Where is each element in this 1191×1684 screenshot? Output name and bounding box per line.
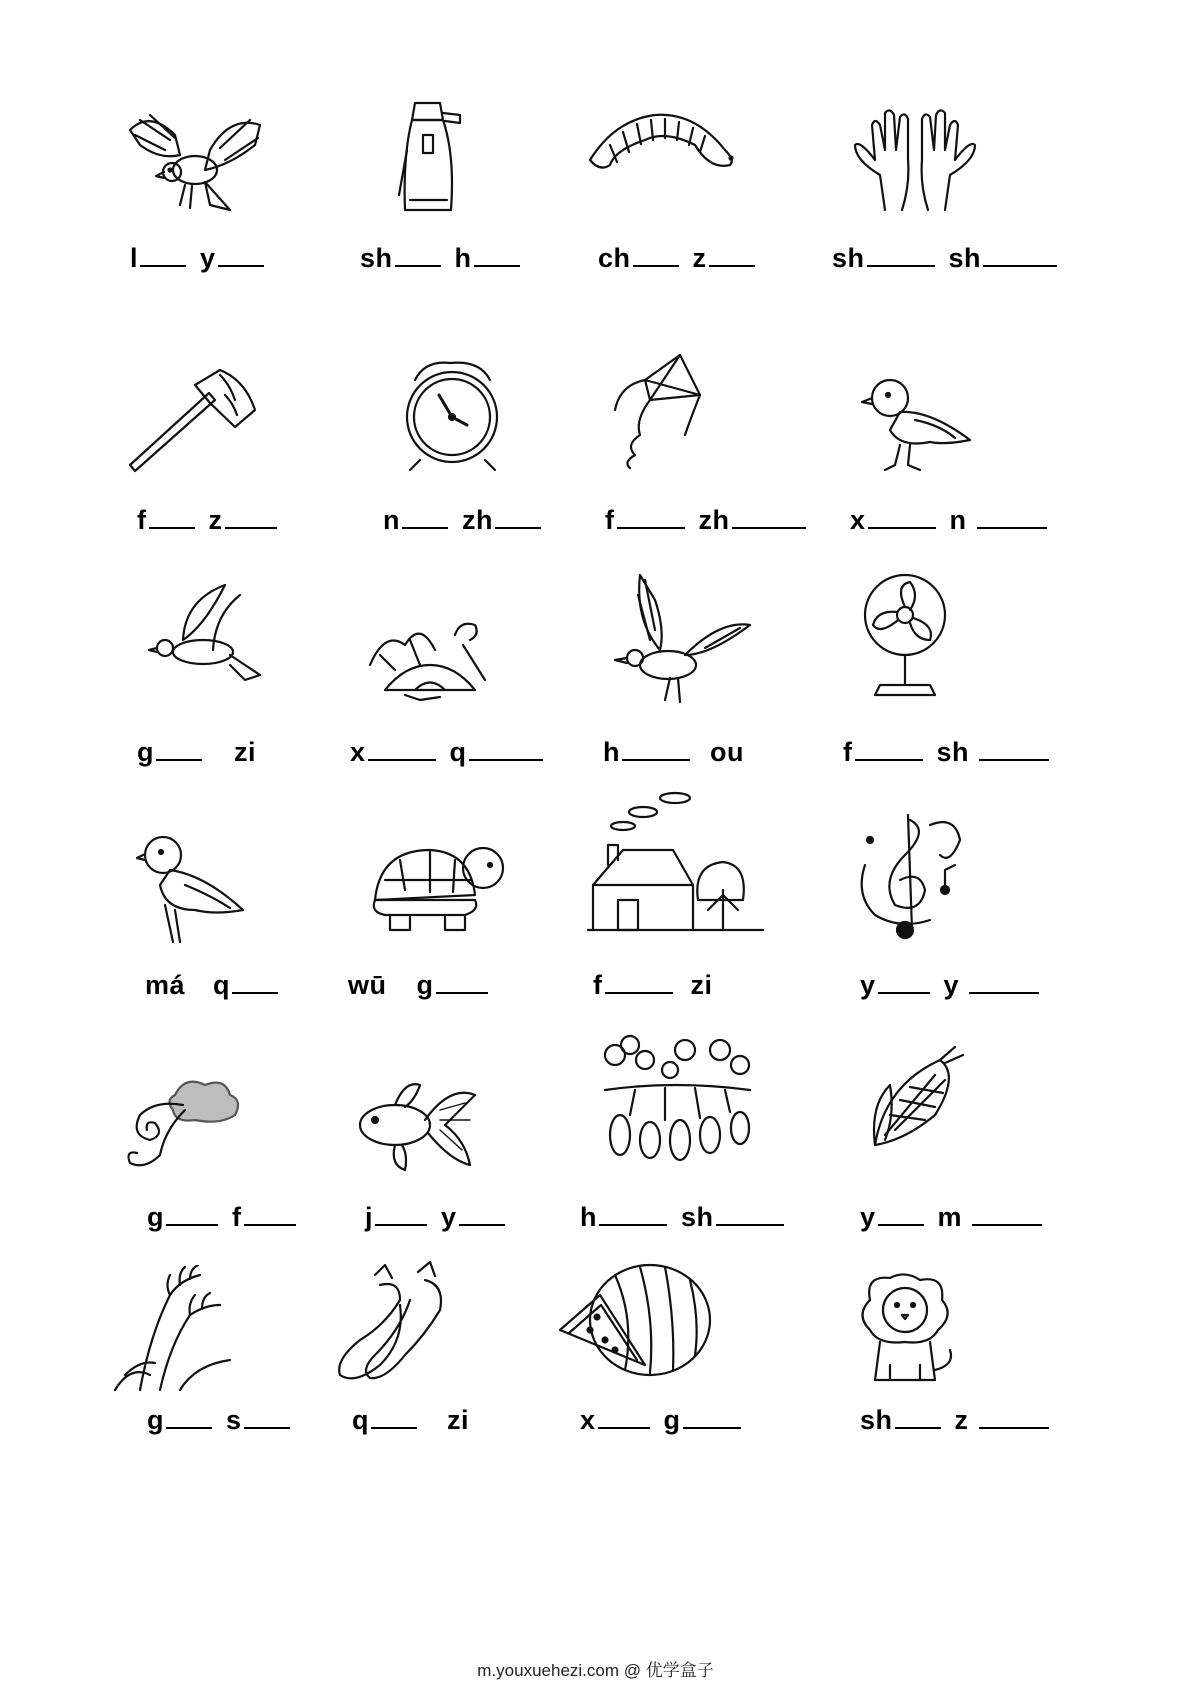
answer-blank[interactable] [469, 758, 543, 761]
pinyin-prompt [383, 505, 555, 536]
initial-text: n [949, 505, 975, 535]
turtle-icon [365, 830, 510, 935]
pinyin-prompt [360, 243, 534, 274]
eagle-icon [120, 100, 270, 225]
answer-blank[interactable] [140, 264, 186, 267]
initial-text: h [580, 1202, 597, 1232]
watermelon-icon [555, 1255, 715, 1390]
initial-text: sh [681, 1202, 714, 1232]
answer-blank[interactable] [156, 758, 202, 761]
answer-blank[interactable] [244, 1223, 296, 1226]
thermos-icon [385, 95, 475, 220]
initial-text: j [365, 1202, 374, 1232]
axe-icon [125, 365, 260, 475]
rice-plant-icon [110, 1265, 235, 1395]
music-note-icon [850, 805, 970, 940]
initial-text: q [352, 1405, 369, 1435]
answer-blank[interactable] [244, 1426, 290, 1429]
answer-blank[interactable] [166, 1223, 218, 1226]
syllable-text: wū [348, 970, 395, 1000]
initial-text: sh [360, 243, 393, 273]
house-icon [583, 790, 768, 940]
syllable-text: ou [710, 737, 744, 767]
pinyin-prompt [137, 505, 291, 536]
dove-icon [145, 580, 265, 695]
answer-blank[interactable] [617, 526, 685, 529]
initial-text: sh [832, 243, 865, 273]
pinyin-prompt [605, 505, 820, 536]
answer-blank[interactable] [371, 1426, 417, 1429]
answer-blank[interactable] [969, 991, 1039, 994]
answer-blank[interactable] [225, 526, 277, 529]
answer-blank[interactable] [855, 758, 923, 761]
answer-blank[interactable] [895, 1426, 941, 1429]
initial-text: s [226, 1405, 242, 1435]
wind-cloud-icon [125, 1065, 245, 1175]
answer-blank[interactable] [232, 991, 278, 994]
initial-text: y [441, 1202, 457, 1232]
answer-blank[interactable] [395, 264, 441, 267]
pinyin-prompt [603, 737, 744, 768]
pinyin-prompt [145, 970, 292, 1001]
initial-text: y [860, 1202, 876, 1232]
answer-blank[interactable] [459, 1223, 505, 1226]
initial-text: y [200, 243, 216, 273]
syllable-text: zi [690, 970, 713, 1000]
answer-blank[interactable] [599, 1223, 667, 1226]
initial-text: z [692, 243, 707, 273]
answer-blank[interactable] [598, 1426, 650, 1429]
initial-text: x [580, 1405, 596, 1435]
initial-text: x [850, 505, 866, 535]
initial-text: g [147, 1202, 164, 1232]
lion-icon [850, 1270, 960, 1390]
answer-blank[interactable] [402, 526, 448, 529]
initial-text: g [416, 970, 434, 1000]
initial-text: q [449, 737, 467, 767]
answer-blank[interactable] [683, 1426, 741, 1429]
syllable-text: zi [234, 737, 257, 767]
answer-blank[interactable] [436, 991, 488, 994]
corn-icon [865, 1045, 965, 1155]
answer-blank[interactable] [868, 526, 936, 529]
pinyin-prompt [593, 970, 713, 1001]
goldfish-icon [350, 1075, 480, 1175]
answer-blank[interactable] [709, 264, 755, 267]
initial-text: h [454, 243, 472, 273]
initial-text: f [605, 505, 615, 535]
initial-text: y [943, 970, 968, 1000]
answer-blank[interactable] [622, 758, 690, 761]
initial-text: f [593, 970, 603, 1000]
initial-text: g [663, 1405, 681, 1435]
sparrow-branch-icon [135, 830, 250, 945]
pinyin-prompt [860, 1405, 1063, 1436]
answer-blank[interactable] [633, 264, 679, 267]
pinyin-prompt [137, 737, 256, 768]
initial-text: f [843, 737, 853, 767]
initial-text: zh [462, 505, 493, 535]
answer-blank[interactable] [972, 1223, 1042, 1226]
answer-blank[interactable] [375, 1223, 427, 1226]
initial-text: q [213, 970, 231, 1000]
pinyin-prompt [860, 970, 1053, 1001]
pinyin-prompt [350, 737, 557, 768]
answer-blank[interactable] [867, 264, 935, 267]
initial-text: g [147, 1405, 164, 1435]
initial-text: h [603, 737, 620, 767]
answer-blank[interactable] [979, 1426, 1049, 1429]
answer-blank[interactable] [878, 991, 930, 994]
pinyin-prompt [147, 1202, 310, 1233]
pinyin-prompt [580, 1202, 798, 1233]
initial-text: zh [698, 505, 730, 535]
pinyin-prompt [365, 1202, 519, 1233]
pinyin-prompt [147, 1405, 304, 1436]
initial-text: g [137, 737, 154, 767]
footer-credit: m.youxuehezi.com @ 优学盒子 [477, 1661, 714, 1680]
answer-blank[interactable] [368, 758, 436, 761]
answer-blank[interactable] [977, 526, 1047, 529]
pinyin-prompt [130, 243, 278, 274]
initial-text: m [937, 1202, 971, 1232]
initial-text: l [130, 243, 139, 273]
answer-blank[interactable] [218, 264, 264, 267]
answer-blank[interactable] [605, 991, 673, 994]
initial-text: f [232, 1202, 242, 1232]
answer-blank[interactable] [149, 526, 195, 529]
sparrow-icon [860, 370, 975, 475]
bridge-scene-icon [365, 605, 495, 705]
electric-fan-icon [855, 570, 955, 705]
pinyin-prompt [598, 243, 769, 274]
initial-text: x [350, 737, 366, 767]
answer-blank[interactable] [166, 1426, 212, 1429]
kite-icon [605, 350, 705, 470]
initial-text: ch [598, 243, 631, 273]
seagull-icon [610, 570, 755, 710]
initial-text: f [137, 505, 147, 535]
pinyin-prompt [843, 737, 1063, 768]
answer-blank[interactable] [979, 758, 1049, 761]
initial-text: z [208, 505, 223, 535]
eggplant-icon [330, 1260, 455, 1390]
hands-icon [850, 105, 980, 215]
pinyin-prompt [832, 243, 1071, 274]
caterpillar-icon [585, 100, 745, 180]
pinyin-prompt [352, 1405, 469, 1436]
answer-blank[interactable] [878, 1223, 924, 1226]
initial-text: z [954, 1405, 977, 1435]
syllable-text: zi [447, 1405, 470, 1435]
pinyin-prompt [850, 505, 1061, 536]
initial-text: n [383, 505, 400, 535]
initial-text: sh [948, 243, 982, 273]
answer-blank[interactable] [732, 526, 806, 529]
initial-text: sh [860, 1405, 893, 1435]
pinyin-prompt [860, 1202, 1056, 1233]
pinyin-prompt [348, 970, 502, 1001]
pinyin-prompt [580, 1405, 755, 1436]
answer-blank[interactable] [495, 526, 541, 529]
answer-blank[interactable] [716, 1223, 784, 1226]
initial-text: y [860, 970, 876, 1000]
answer-blank[interactable] [474, 264, 520, 267]
answer-blank[interactable] [983, 264, 1057, 267]
syllable-text: má [145, 970, 194, 1000]
alarm-clock-icon [395, 355, 510, 475]
initial-text: sh [936, 737, 978, 767]
peanut-plant-icon [595, 1030, 760, 1165]
